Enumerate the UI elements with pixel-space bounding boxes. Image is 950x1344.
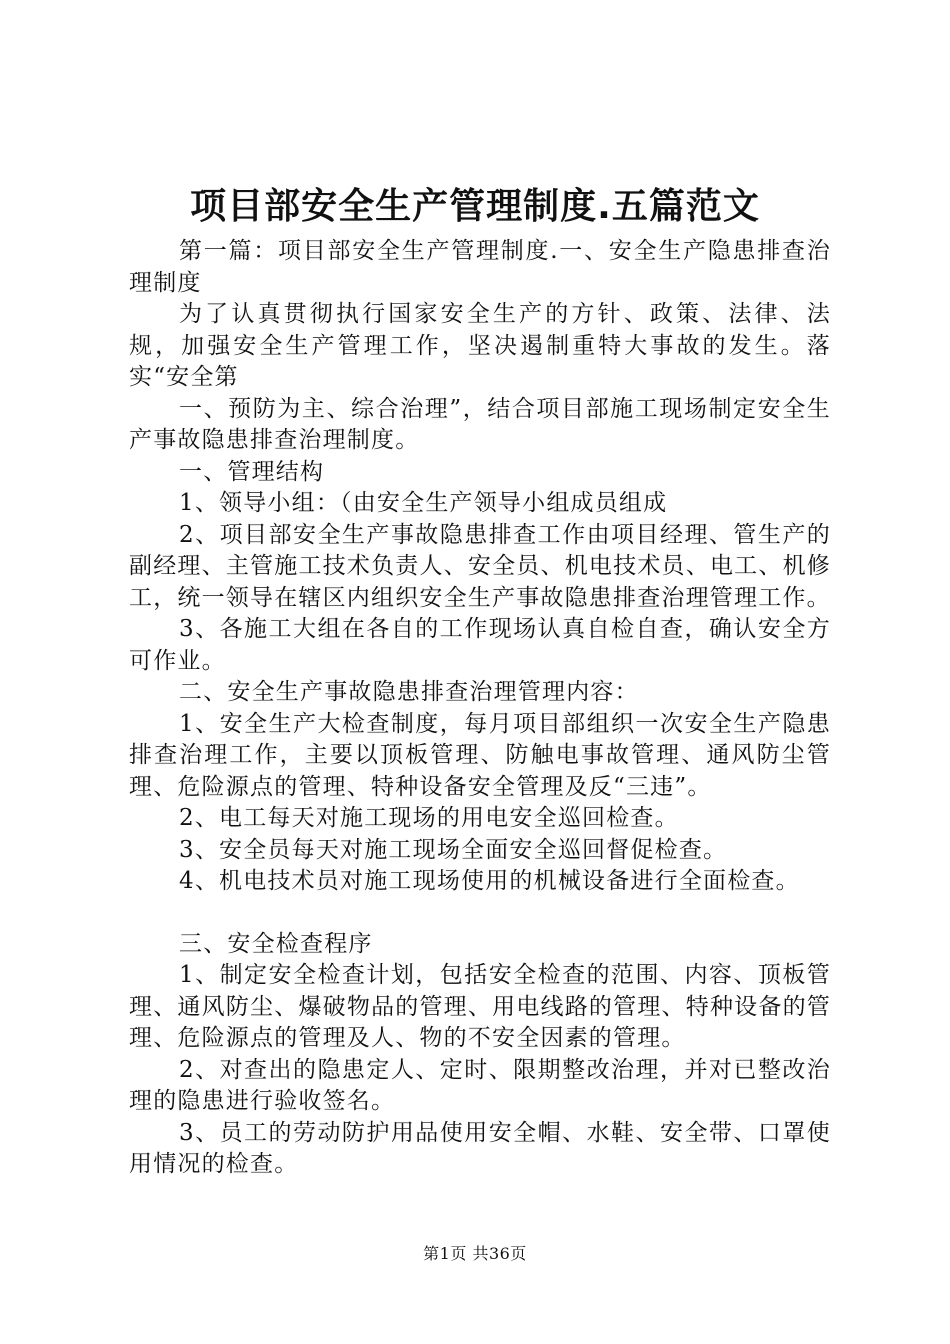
document-body <box>129 236 831 1181</box>
paragraph: 2、电工每天对施工现场的用电安全巡回检查。 <box>179 805 679 831</box>
document-title: 项目部安全生产管理制度.五篇范文 <box>190 186 760 227</box>
page-number-footer: 第1页 共36页 <box>423 1244 527 1263</box>
paragraph: 3、安全员每天对施工现场全面安全巡回督促检查。 <box>179 836 728 863</box>
paragraph: 3、员工的劳动防护用品使用安全帽、水鞋、安全带、口罩使用情况的检查。 <box>129 1119 831 1177</box>
paragraph: 1、安全生产大检查制度，每月项目部组织一次安全生产隐患排查治理工作，主要以顶板管理、防触电事故管理、通风防尘管理、危险源点的管理、特种设备安全管理及反“三违”。 <box>129 710 831 800</box>
section-heading: 二、安全生产事故隐患排查治理管理内容： <box>179 679 639 705</box>
paragraph: 2、对查出的隐患定人、定时、限期整改治理，并对已整改治理的隐患进行验收签名。 <box>129 1056 831 1114</box>
paragraph: 1、领导小组：（由安全生产领导小组成员组成 <box>179 490 668 516</box>
section-heading: 一、管理结构 <box>179 458 325 485</box>
paragraph: 4、机电技术员对施工现场使用的机械设备进行全面检查。 <box>179 868 800 894</box>
paragraph: 2、项目部安全生产事故隐患排查工作由项目经理、管生产的副经理、主管施工技术负责人、安全员、机电技术员、电工、机修工，统一领导在辖区内组织安全生产事故隐患排查治理管理工作。 <box>129 521 831 611</box>
paragraph: 第一篇：项目部安全生产管理制度.一、安全生产隐患排查治理制度 <box>129 238 831 296</box>
blank-line <box>129 898 831 929</box>
paragraph: 3、各施工大组在各自的工作现场认真自检自查，确认安全方可作业。 <box>129 616 831 674</box>
paragraph: 为了认真贯彻执行国家安全生产的方针、政策、法律、法规，加强安全生产管理工作，坚决遏制重特大事故的发生。落实“安全第 <box>129 301 831 390</box>
section-heading: 三、安全检查程序 <box>179 930 373 957</box>
paragraph: 一、预防为主、综合治理”，结合项目部施工现场制定安全生产事故隐患排查治理制度。 <box>129 395 831 453</box>
paragraph: 1、制定安全检查计划，包括安全检查的范围、内容、顶板管理、通风防尘、爆破物品的管理、用电线路的管理、特种设备的管理、危险源点的管理及人、物的不安全因素的管理。 <box>129 962 831 1051</box>
